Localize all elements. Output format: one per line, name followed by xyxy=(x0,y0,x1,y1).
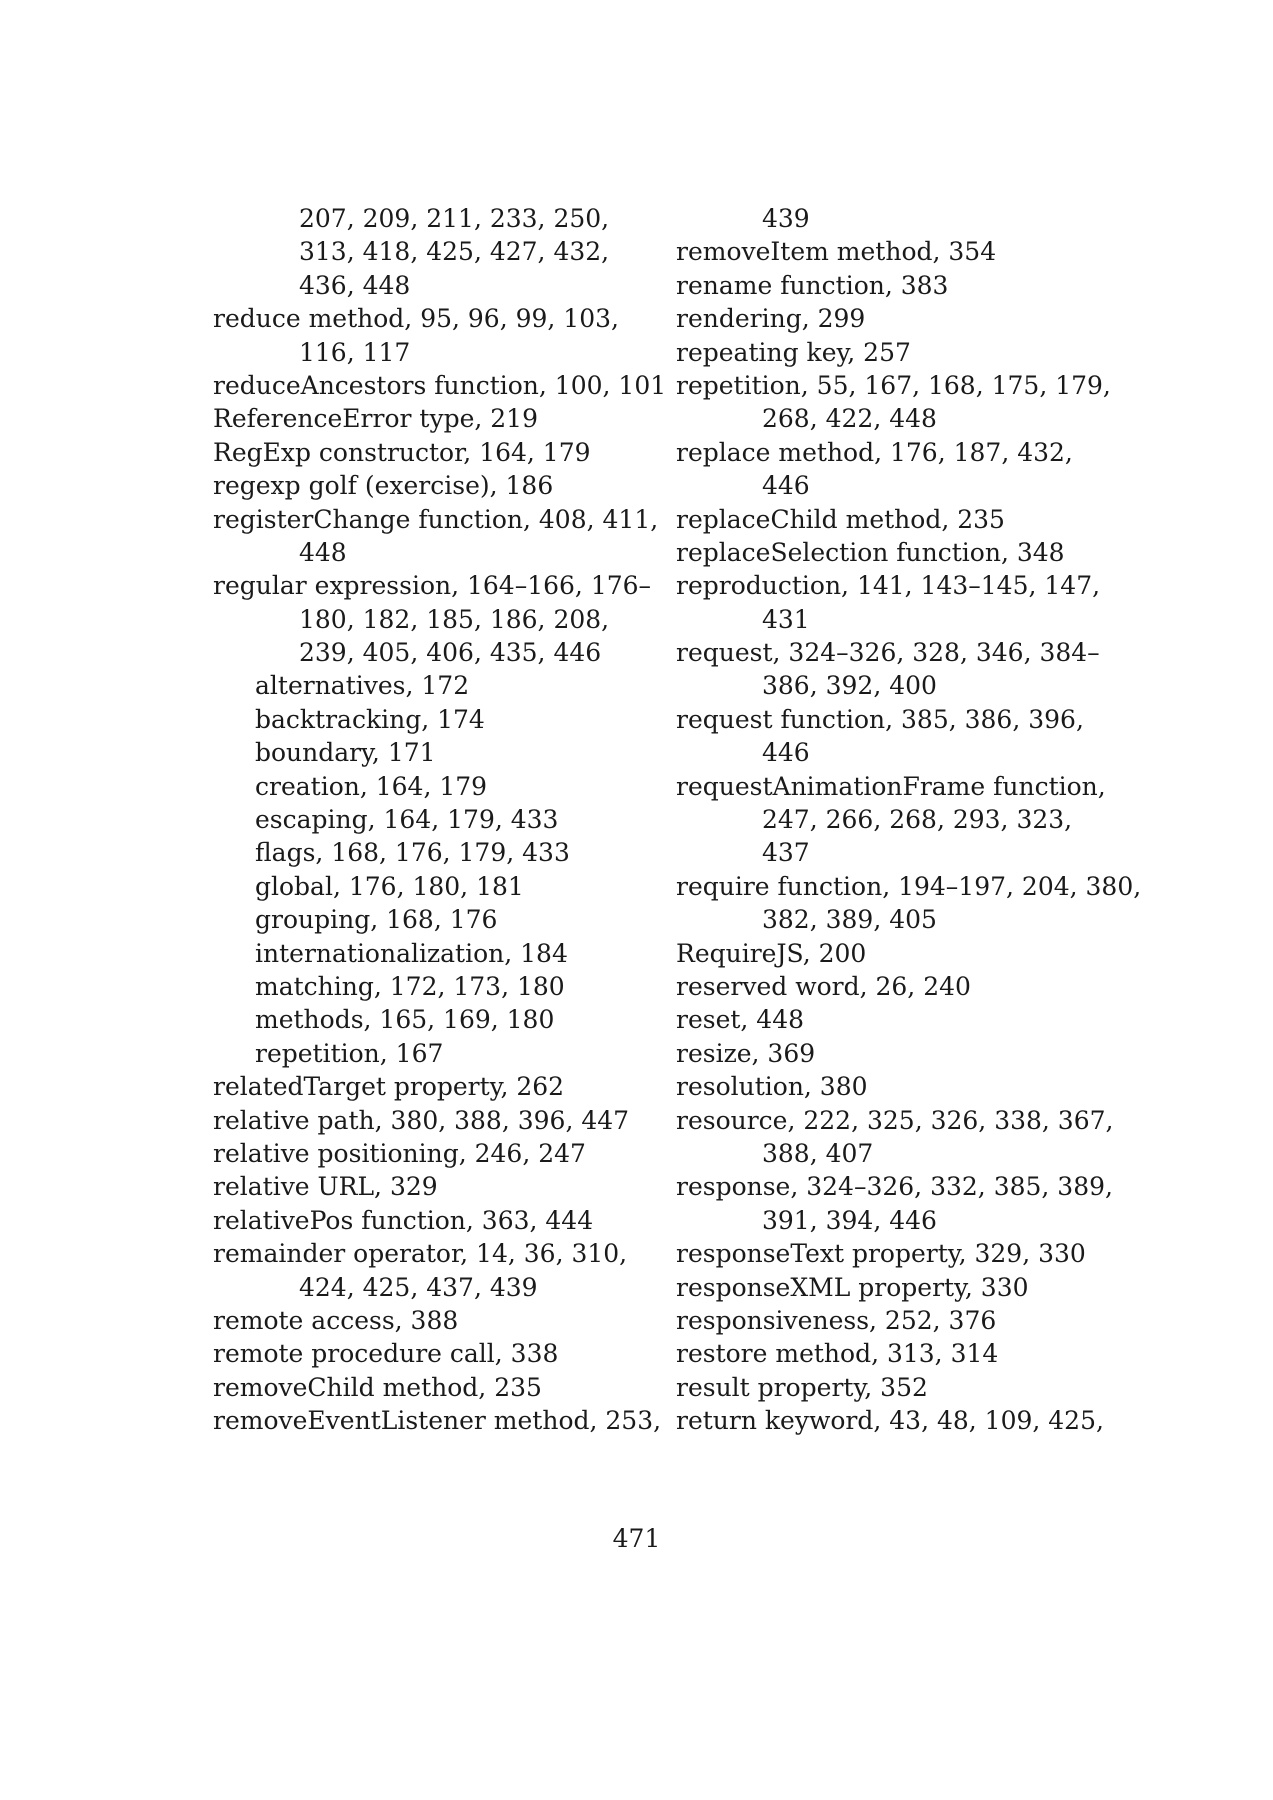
index-entry: reduceAncestors function, 100, 101 xyxy=(213,370,667,400)
index-entry: reduce method, 95, 96, 99, 103, xyxy=(213,304,619,334)
index-subentry: flags, 168, 176, 179, 433 xyxy=(255,838,570,868)
index-entry: regexp golf (exercise), 186 xyxy=(213,471,554,501)
index-entry: responseText property, 329, 330 xyxy=(676,1239,1086,1269)
page-number: 471 xyxy=(612,1524,661,1553)
index-entry: requestAnimationFrame function, xyxy=(676,771,1106,801)
index-entry-continuation: 437 xyxy=(762,838,810,868)
index-entry: result property, 352 xyxy=(676,1372,928,1402)
index-subentry: boundary, 171 xyxy=(255,738,436,768)
index-subentry: escaping, 164, 179, 433 xyxy=(255,805,559,835)
index-entry: repetition, 55, 167, 168, 175, 179, xyxy=(676,370,1111,400)
index-entry-continuation: 313, 418, 425, 427, 432, xyxy=(299,237,610,267)
index-subentry: backtracking, 174 xyxy=(255,704,485,734)
index-entry: reset, 448 xyxy=(676,1005,805,1035)
index-entry: registerChange function, 408, 411, xyxy=(213,504,659,534)
index-entry: repeating key, 257 xyxy=(676,337,911,367)
index-entry-continuation: 424, 425, 437, 439 xyxy=(299,1272,538,1302)
index-entry-continuation: 239, 405, 406, 435, 446 xyxy=(299,638,602,668)
index-entry: regular expression, 164–166, 176– xyxy=(213,571,652,601)
index-entry: relativePos function, 363, 444 xyxy=(213,1205,594,1235)
index-subentry: internationalization, 184 xyxy=(255,938,568,968)
index-entry: reproduction, 141, 143–145, 147, xyxy=(676,571,1101,601)
index-entry: remote procedure call, 338 xyxy=(213,1339,559,1369)
index-entry-continuation: 207, 209, 211, 233, 250, xyxy=(299,204,610,233)
index-subentry: global, 176, 180, 181 xyxy=(255,871,524,901)
index-entry: relative positioning, 246, 247 xyxy=(213,1138,586,1168)
index-entry-continuation: 439 xyxy=(762,204,810,233)
index-subentry: grouping, 168, 176 xyxy=(255,905,498,935)
index-entry-continuation: 382, 389, 405 xyxy=(762,905,937,935)
index-entry-continuation: 268, 422, 448 xyxy=(762,404,937,434)
index-entry: resize, 369 xyxy=(676,1038,816,1068)
index-entry: responseXML property, 330 xyxy=(676,1272,1029,1302)
index-entry: replaceSelection function, 348 xyxy=(676,537,1065,567)
index-entry-continuation: 446 xyxy=(762,738,810,768)
index-entry-continuation: 431 xyxy=(762,604,810,634)
index-entry: response, 324–326, 332, 385, 389, xyxy=(676,1172,1113,1202)
index-entry-continuation: 448 xyxy=(299,537,347,567)
index-column-left xyxy=(213,202,667,1437)
index-entry: relative path, 380, 388, 396, 447 xyxy=(213,1105,630,1135)
index-subentry: alternatives, 172 xyxy=(255,671,470,701)
index-entry: removeItem method, 354 xyxy=(676,237,997,267)
index-entry: removeEventListener method, 253, xyxy=(213,1406,662,1436)
index-entry: remainder operator, 14, 36, 310, xyxy=(213,1239,628,1269)
index-entry: request, 324–326, 328, 346, 384– xyxy=(676,638,1100,668)
index-entry: RequireJS, 200 xyxy=(676,938,867,968)
index-subentry: methods, 165, 169, 180 xyxy=(255,1005,555,1035)
index-entry: replaceChild method, 235 xyxy=(676,504,1005,534)
index-entry: resolution, 380 xyxy=(676,1072,868,1102)
index-entry-continuation: 116, 117 xyxy=(299,337,411,367)
index-entry: rendering, 299 xyxy=(676,304,866,334)
index-subentry: creation, 164, 179 xyxy=(255,771,488,801)
index-entry: responsiveness, 252, 376 xyxy=(676,1305,997,1335)
index-entry-continuation: 446 xyxy=(762,471,810,501)
index-entry-continuation: 180, 182, 185, 186, 208, xyxy=(299,604,610,634)
index-column-right xyxy=(676,202,1142,1437)
index-entry: return keyword, 43, 48, 109, 425, xyxy=(676,1406,1104,1436)
index-entry: ReferenceError type, 219 xyxy=(213,404,538,434)
index-entry: restore method, 313, 314 xyxy=(676,1339,999,1369)
index-entry: relatedTarget property, 262 xyxy=(213,1072,565,1102)
index-entry: replace method, 176, 187, 432, xyxy=(676,437,1073,467)
index-entry-continuation: 386, 392, 400 xyxy=(762,671,937,701)
index-entry: removeChild method, 235 xyxy=(213,1372,542,1402)
index-entry-continuation: 247, 266, 268, 293, 323, xyxy=(762,805,1073,835)
index-entry: request function, 385, 386, 396, xyxy=(676,704,1084,734)
index-entry: require function, 194–197, 204, 380, xyxy=(676,871,1142,901)
index-subentry: matching, 172, 173, 180 xyxy=(255,971,565,1001)
index-entry: reserved word, 26, 240 xyxy=(676,971,971,1001)
index-subentry: repetition, 167 xyxy=(255,1038,444,1068)
index-entry: resource, 222, 325, 326, 338, 367, xyxy=(676,1105,1114,1135)
index-entry-continuation: 391, 394, 446 xyxy=(762,1205,937,1235)
index-entry-continuation: 388, 407 xyxy=(762,1138,874,1168)
index-entry-continuation: 436, 448 xyxy=(299,270,411,300)
index-entry: remote access, 388 xyxy=(213,1305,459,1335)
index-entry: RegExp constructor, 164, 179 xyxy=(213,437,591,467)
index-entry: relative URL, 329 xyxy=(213,1172,438,1202)
index-entry: rename function, 383 xyxy=(676,270,949,300)
